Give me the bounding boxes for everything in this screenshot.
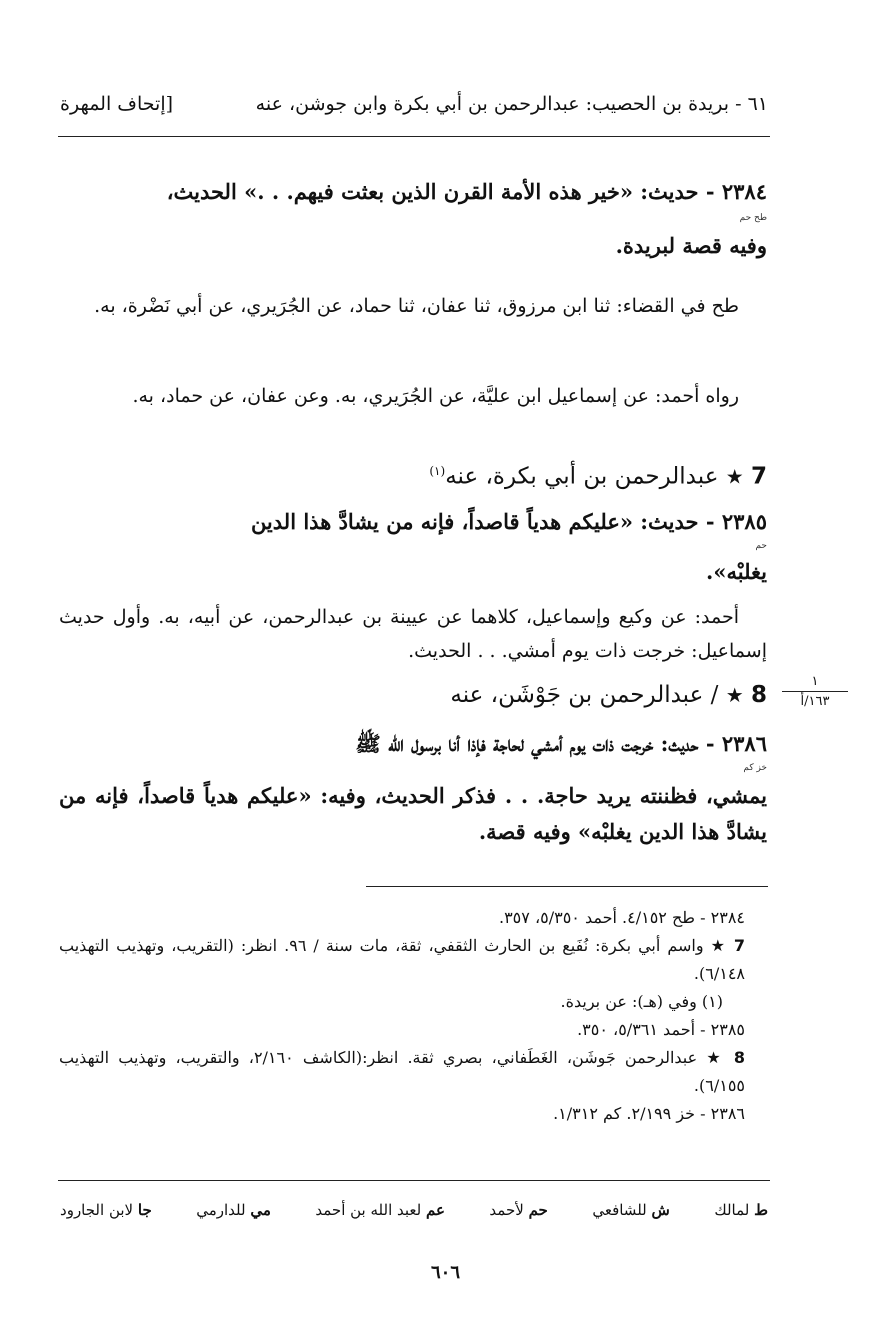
footnote-ref-1: (١)	[429, 464, 446, 478]
section-number-8: 8	[750, 682, 767, 708]
star-icon: ★	[725, 683, 744, 707]
running-header	[60, 86, 768, 122]
header-chapter-title: ٦١ - بريدة بن الحصيب: عبدالرحمن بن أبي بكرة وابن جوشن، عنه	[255, 93, 768, 115]
abbr-item: جا لابن الجارود	[60, 1201, 152, 1219]
abbreviation-key	[60, 1196, 768, 1224]
paragraph-ahmad-waki: أحمد: عن وكيع وإسماعيل، كلاهما عن عيينة بن عبدالرحمن، عن أبيه، به. وأول حديث إسماعيل: خرجت ذات يوم أمشي. . . الحديث.	[59, 606, 767, 662]
abbr-item: ش للشافعي	[592, 1201, 670, 1219]
abbr-item: حم لأحمد	[489, 1201, 548, 1219]
footnote-separator	[366, 886, 768, 887]
paragraph-tahawi: طح في القضاء: ثنا ابن مرزوق، ثنا عفان، ثنا حماد، عن الجُرَيري، عن أبي نَضْرة، به.	[94, 295, 739, 317]
section-title-7-text: عبدالرحمن بن أبي بكرة، عنه	[445, 463, 719, 490]
paragraph-ahmad: رواه أحمد: عن إسماعيل ابن عليَّة، عن الجُرَيري، به. وعن عفان، عن حماد، به.	[132, 385, 739, 407]
hadith-2385: ٢٣٨٥ - حديث: «عليكم هدياً قاصداً، فإنه من يشادَّ هذا الدين	[250, 509, 767, 534]
hadith-2385-continuation: يغلبْه».	[706, 559, 767, 584]
section-number-7: 7	[750, 463, 767, 490]
page-number: ٦٠٦	[430, 1262, 460, 1283]
hadith-2386-continuation: يمشي، فظننته يريد حاجة. . . فذكر الحديث، وفيه: «عليكم هدياً قاصداً، فإنه من يشادَّ هذا الدين يغلبْه» وفيه قصة.	[59, 783, 767, 844]
abbr-item: عم لعبد الله بن أحمد	[315, 1201, 445, 1219]
abbr-item: مي للدارمي	[196, 1201, 271, 1219]
margin-manuscript-ref: ١ ١٦٣/أ	[782, 674, 848, 709]
hadith-2384-source-note: طح حم	[739, 213, 767, 223]
bottom-rule	[58, 1180, 770, 1181]
section-title-7	[59, 452, 767, 496]
hadith-2386-source-note: خز كم	[743, 763, 767, 773]
section-title-8-text: / عبدالرحمن بن جَوْشَن، عنه	[450, 682, 719, 708]
footnote-2385: ٢٣٨٥ - أحمد ٥/٣٦١، ٣٥٠.	[577, 1020, 745, 1039]
star-icon: ★	[706, 1048, 725, 1067]
footnote-star-7: 7 ★ واسم أبي بكرة: نُفَيع بن الحارث الثقفي، ثقة، مات سنة / ٩٦. انظر: (التقريب، وتهذيب التهذيب ٦/١٤٨).	[59, 936, 746, 983]
header-rule	[58, 136, 770, 137]
star-icon: ★	[725, 464, 744, 489]
header-left-title: [إتحاف المهرة	[60, 93, 174, 115]
hadith-2384-line1: ٢٣٨٤ - حديث: «خير هذه الأمة القرن الذين بعثت فيهم. . .» الحديث،	[166, 179, 767, 204]
footnote-2384: ٢٣٨٤ - طح ٤/١٥٢. أحمد ٥/٣٥٠، ٣٥٧.	[498, 908, 745, 927]
hadith-2386: ٢٣٨٦ - حديث: خرجت ذات يوم أمشي لحاجة فإذا أنا برسول الله ﷺ	[355, 731, 767, 756]
section-title-8	[59, 676, 767, 714]
star-icon: ★	[710, 936, 727, 955]
abbr-item: ط لمالك	[714, 1201, 768, 1219]
hadith-2385-source-note: حم	[755, 541, 767, 551]
footnote-2386: ٢٣٨٦ - خز ٢/١٩٩. كم ١/٣١٢.	[553, 1104, 745, 1123]
hadith-2384	[59, 174, 767, 210]
footnote-1: (١) وفي (هـ): عن بريدة.	[560, 992, 723, 1011]
hadith-2384-continuation: وفيه قصة لبريدة.	[615, 233, 767, 258]
footnote-star-8: 8 ★ عبدالرحمن جَوشَن، الغَطَفاني، بصري ثقة. انظر:(الكاشف ٢/١٦٠، والتقريب، وتهذيب التهذيب ٦/١٥٥).	[59, 1048, 746, 1095]
footnotes	[59, 904, 767, 1128]
